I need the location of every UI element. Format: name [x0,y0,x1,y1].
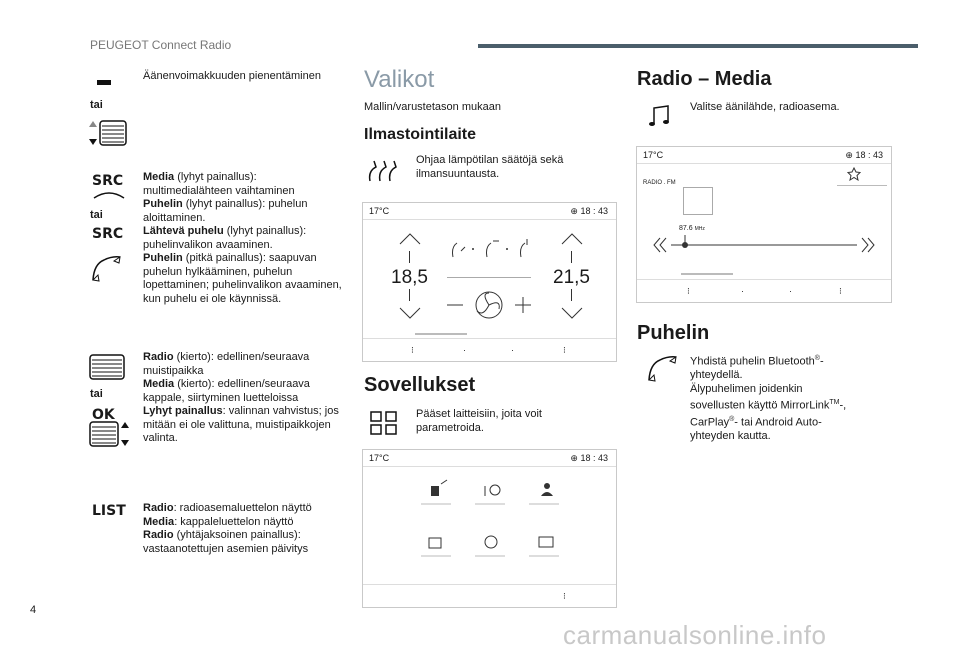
fan-icon[interactable] [445,289,535,321]
temp-left-value: 18,5 [391,267,428,288]
ok-button-label: OK [92,407,115,423]
lyhyt-bold: Lyhyt painallus [143,405,223,417]
list-radio2-text: (yhtäjaksoinen painallus): vastaanotettujen asemien päivitys [143,529,309,555]
freq-unit: MHz [694,226,705,232]
radio-page-indicator [681,273,733,275]
tai-label-2: tai [90,209,103,221]
apps-time-value: 18 : 43 [580,453,608,463]
music-note-icon [648,104,672,128]
app-tiles[interactable] [413,478,573,568]
phone-icon-2 [646,354,678,382]
list-button-label: LIST [92,503,126,519]
sovellukset-title: Sovellukset [364,374,476,396]
puhelin-text-2: -yhteydellä. [690,355,824,382]
watermark: carmanualsonline.info [563,620,827,650]
temp-left-up-icon[interactable] [399,233,421,245]
frequency-value [679,225,705,232]
tai-label-1: tai [90,99,103,111]
puhelin-text-4: -, CarPlay [690,399,847,429]
star-underline [837,185,887,186]
puhelin-bold: Puhelin [143,198,183,210]
radio-nav-bar [637,279,891,302]
puhelin-text: (lyhyt painallus): puhelun aloittaminen. [143,198,308,224]
radio-media-text: Valitse äänilähde, radioasema. [690,101,840,113]
nav-dot-1[interactable]: ⁝ [411,345,414,355]
valikot-title: Valikot [364,66,435,93]
air-direction-icons[interactable] [447,237,547,259]
list-radio-bold: Radio [143,502,174,514]
radio-nav-dot-1[interactable]: ⁝ [687,286,690,296]
climate-icon [366,157,400,185]
radio-text: (kierto): edellinen/seuraava muistipaikka [143,351,310,377]
apps-temp: 17°C [369,453,390,463]
media-bold: Media [143,171,175,183]
apps-screen [362,449,617,608]
temp-right-line-top [571,251,572,263]
favorite-star-icon[interactable] [847,167,861,181]
list-description [143,502,348,556]
radio-time: ⊕ 18 : 43 [845,150,883,160]
temp-right-value: 21,5 [553,267,590,288]
radio-description [143,351,348,446]
reg-mark-2: ® [729,416,735,424]
tm-mark: TM [829,399,840,407]
src-button-label-2: SRC [92,226,124,242]
apps-nav-bar [363,584,616,607]
list-radio-text: : radioasemaluettelon näyttö [173,502,312,514]
screen-temp: 17°C [369,206,390,216]
media-text-2: (kierto): edellinen/seuraava kappale, siirtyminen luetteloissa [143,378,310,404]
station-logo-box [683,187,713,215]
puhelin-text-5: - tai Android Auto-yhteyden kautta. [690,416,822,443]
temp-left-down-icon[interactable] [399,307,421,319]
screen-time-value: 18 : 43 [580,206,608,216]
puhelin-title: Puhelin [637,322,710,344]
header-bar [478,44,918,48]
radio-time-value: 18 : 43 [855,150,883,160]
radio-nav-dot-3[interactable]: · [789,286,792,296]
list-media-text: : kappaleluettelon näyttö [174,515,294,528]
radio-fm-label: RADIO . FM [643,180,676,186]
puhelin-text-1: Yhdistä puhelin Bluetooth [690,355,815,368]
temp-left-line-bot [409,289,410,301]
phone-icon [90,254,122,282]
apps-grid-icon [370,411,398,435]
media-text: (lyhyt painallus): multimedialähteen vaihtaminen [143,171,295,197]
climate-divider [447,277,531,278]
nav-dot-2[interactable]: · [463,345,466,355]
media-bold-2: Media [143,378,175,390]
screen-time: ⊕ 18 : 43 [570,206,608,216]
temp-right-down-icon[interactable] [561,307,583,319]
frequency-slider[interactable] [651,235,877,255]
radio-status-bar [637,147,891,164]
sovellukset-text: Pääset laitteisiin, joita voit parametroida. [416,408,542,434]
radio-temp: 17°C [643,150,664,160]
puhelin-text-3: Älypuhelimen joidenkin sovellusten käyttö MirrorLink [690,382,830,412]
screen-status-bar [363,203,616,220]
apps-status-bar [363,450,616,467]
src-description [143,171,348,306]
apps-time: ⊕ 18 : 43 [570,453,608,463]
radio-screen [636,146,892,303]
temp-right-line-bot [571,289,572,301]
ilmasto-title: Ilmastointilaite [364,126,477,143]
page-indicator [415,333,467,335]
radio-bold: Radio [143,351,174,363]
puhelin-text [690,352,860,444]
lyhyt-text: : valinnan vahvistus; jos mitään ei ole valittuna, muistipaikkojen valinta. [143,405,339,444]
volume-minus-icon [97,80,111,85]
radio-nav-dot-2[interactable]: · [741,286,744,296]
temp-right-up-icon[interactable] [561,233,583,245]
valikot-subtitle: Mallin/varustetason mukaan [364,101,501,113]
page-number: 4 [30,604,37,616]
tai-label-3: tai [90,388,103,400]
list-media-bold: Media [143,515,175,528]
reg-mark-1: ® [814,355,820,362]
volume-text: Äänenvoimakkuuden pienentäminen [143,70,321,82]
temp-left-line-top [409,251,410,263]
nav-dot-3[interactable]: · [511,345,514,355]
radio-nav-dot-4[interactable]: ⁝ [839,286,842,296]
src-button-label: SRC [92,173,124,189]
nav-dot-4[interactable]: ⁝ [563,345,566,355]
puhelin2-text: (pitkä painallus): saapuvan puhelun hylkääminen, puhelun lopettaminen; puhelinvalikon avaaminen, kun puhelu ei ole käynnissä. [143,252,342,305]
scroll-wheel-ok-icon [88,421,132,447]
freq-number: 87.6 [679,225,693,232]
list-radio2-bold: Radio [143,529,174,541]
scroll-wheel-icon [88,120,128,146]
lahteva-bold: Lähtevä puhelu [143,225,224,237]
phone-hangup-icon [92,190,126,200]
apps-nav-dot[interactable]: ⁝ [563,591,566,601]
radio-media-title: Radio – Media [637,68,772,90]
climate-screen [362,202,617,362]
puhelin2-bold: Puhelin [143,252,183,264]
scroll-wheel-icon-2 [88,354,128,380]
ilmasto-text: Ohjaa lämpötilan säätöjä sekä ilmansuuntausta. [416,154,564,180]
screen-nav-bar [363,338,616,361]
lahteva-text: (lyhyt painallus): puhelinvalikon avaaminen. [143,225,307,251]
header-title: PEUGEOT Connect Radio [90,38,232,52]
